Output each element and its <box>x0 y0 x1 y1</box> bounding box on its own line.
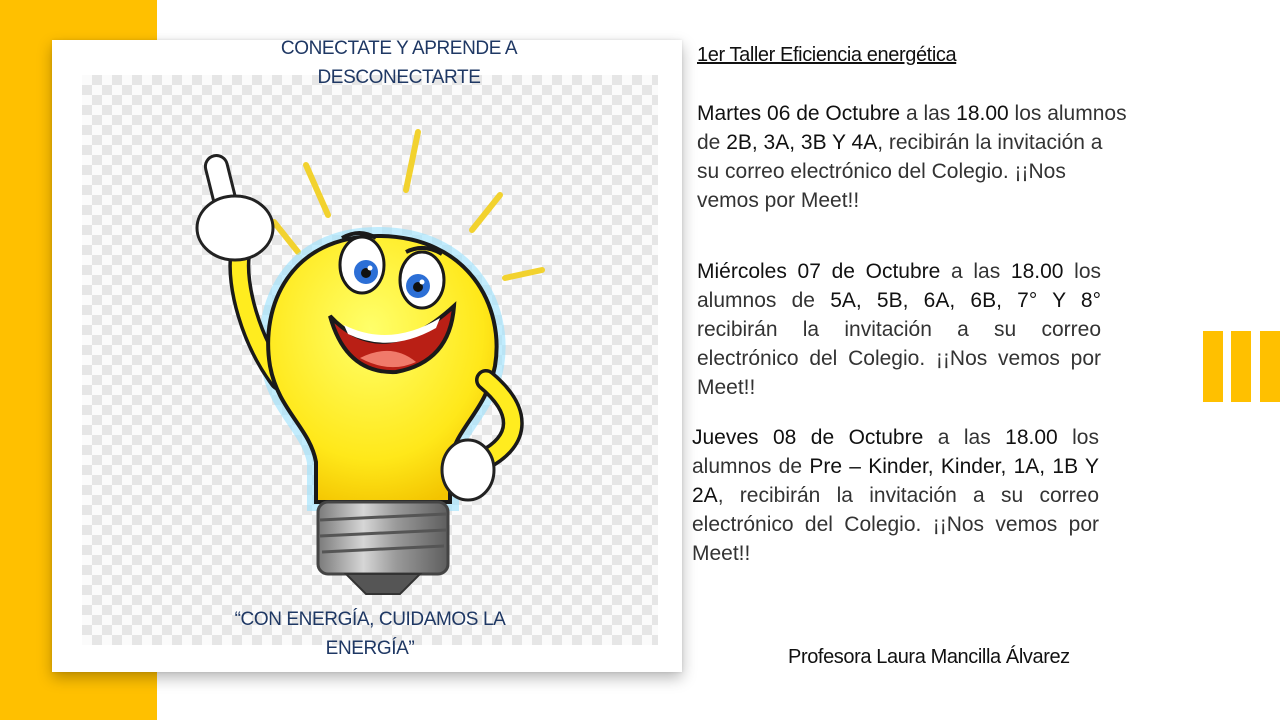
session-time: 18.00 <box>1010 260 1064 283</box>
session-date: Martes 06 de Octubre <box>697 102 901 125</box>
session-date: Miércoles 07 de Octubre <box>697 260 941 283</box>
session-thursday: Jueves 08 de Octubre a las 18.00 los alumnos de Pre – Kinder, Kinder, 1A, 1B Y 2A, recibirán la invitación a su correo electrónico del Colegio. ¡¡Nos vemos por Meet!! <box>692 426 1099 565</box>
session-groups: 2B, 3A, 3B Y 4A <box>726 131 878 154</box>
session-time: 18.00 <box>1005 426 1058 449</box>
decorative-stripes <box>1203 331 1280 402</box>
stripe <box>1231 331 1251 402</box>
session-date: Jueves 08 de Octubre <box>692 426 924 449</box>
teacher-name: Profesora Laura Mancilla Álvarez <box>788 646 1070 668</box>
light-bulb-mascot-icon <box>150 110 610 600</box>
workshop-title: 1er Taller Eficiencia energética <box>697 44 957 66</box>
session-time: 18.00 <box>956 102 1009 125</box>
session-wednesday: Miércoles 07 de Octubre a las 18.00 los alumnos de 5A, 5B, 6A, 6B, 7° Y 8° recibirán la invitación a su correo electrónico del Colegio. ¡¡Nos vemos por Meet!! <box>697 260 1101 399</box>
card-bottom-caption: “CON ENERGÍA, CUIDAMOS LA ENERGÍA” <box>234 609 506 659</box>
session-tuesday: Martes 06 de Octubre a las 18.00 los alumnos de 2B, 3A, 3B Y 4A, recibirán la invitación a su correo electrónico del Colegio. ¡¡Nos vemos por Meet!! <box>697 102 1127 212</box>
card-top-caption: CONECTATE Y APRENDE A DESCONECTARTE <box>280 38 518 88</box>
session-groups: 5A, 5B, 6A, 6B, 7° Y 8° <box>830 289 1101 312</box>
stripe <box>1260 331 1280 402</box>
stripe <box>1203 331 1223 402</box>
session-groups: Pre – Kinder, Kinder, 1A, 1B Y 2A <box>692 455 1099 507</box>
